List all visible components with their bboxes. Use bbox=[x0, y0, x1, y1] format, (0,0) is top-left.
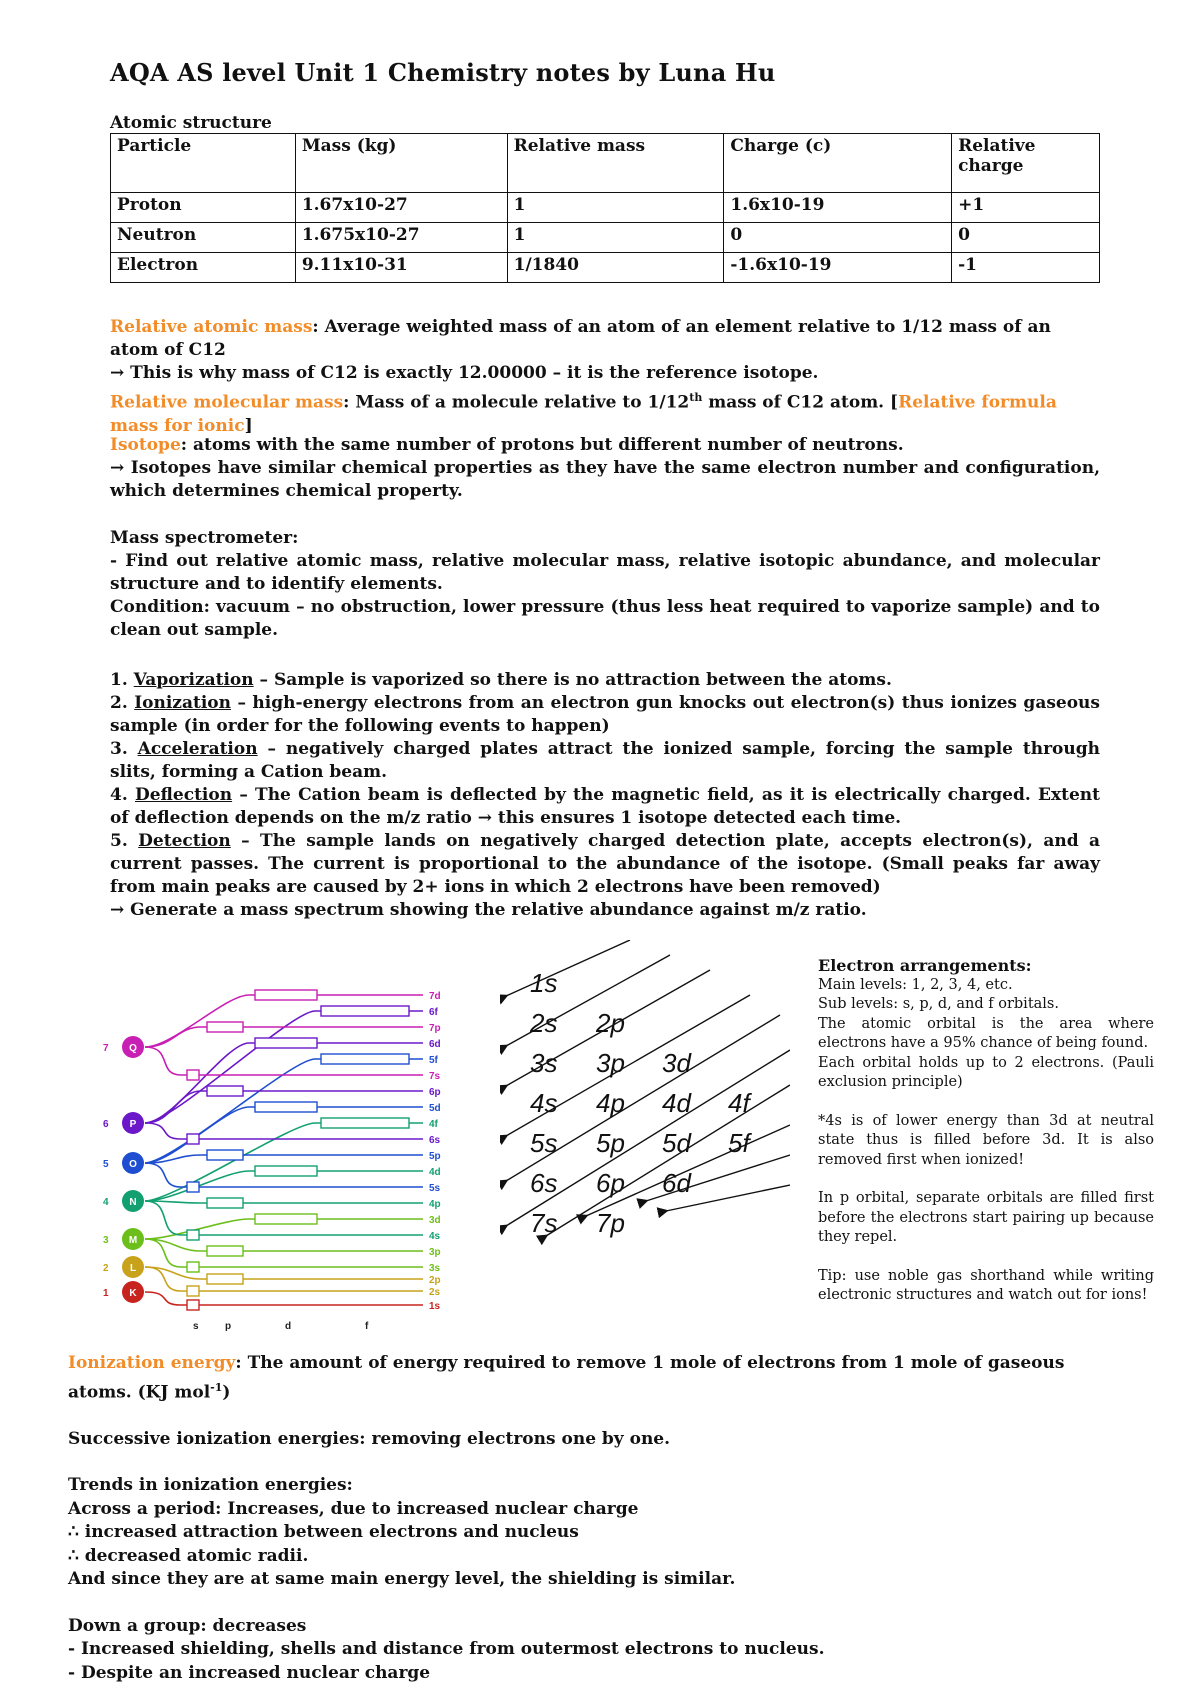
step-number: 5. bbox=[110, 831, 139, 851]
level-label: 2s bbox=[429, 1287, 441, 1298]
table-cell: 9.11x10-31 bbox=[295, 253, 507, 283]
axis-label: f bbox=[365, 1321, 369, 1332]
isotope-term: Isotope bbox=[110, 435, 181, 455]
shell-number: 2 bbox=[103, 1263, 109, 1274]
isotope-note: → Isotopes have similar chemical properties as they have the same electron number and configuration, which determines chemical property. bbox=[110, 458, 1100, 501]
orbital-label: 5d bbox=[662, 1128, 691, 1158]
orbital-box bbox=[321, 1054, 409, 1064]
step-name: Vaporization bbox=[133, 670, 254, 690]
level-connector bbox=[145, 1043, 249, 1123]
aufbau-svg bbox=[500, 940, 790, 1280]
step-number: 1. bbox=[110, 670, 134, 690]
orbital-box bbox=[207, 1246, 243, 1256]
group-trend: - Increased shielding, shells and distance from outermost electrons to nucleus. bbox=[68, 1639, 825, 1660]
level-connector bbox=[145, 1123, 181, 1139]
level-connector bbox=[145, 1239, 181, 1267]
rmm-definition-b: mass of C12 atom. [ bbox=[702, 392, 899, 413]
column-header: Particle bbox=[111, 134, 296, 193]
level-label: 4d bbox=[429, 1167, 441, 1178]
level-connector bbox=[145, 995, 249, 1047]
ram-term: Relative atomic mass bbox=[110, 317, 313, 337]
step-name: Deflection bbox=[134, 785, 233, 805]
period-trend: ∴ increased attraction between electrons and nucleus bbox=[68, 1522, 579, 1543]
orbital-box bbox=[207, 1198, 243, 1208]
orbital-label: 6d bbox=[662, 1168, 691, 1198]
orbital-label: 6p bbox=[596, 1168, 625, 1198]
page-title: AQA AS level Unit 1 Chemistry notes by Luna Hu bbox=[110, 58, 776, 87]
energy-level-diagram bbox=[95, 955, 490, 1335]
table-cell: 0 bbox=[724, 223, 952, 253]
orbital-box bbox=[207, 1022, 243, 1032]
step-acceleration bbox=[110, 738, 1100, 784]
step-detection bbox=[110, 830, 1100, 899]
rmm-definition: : Mass of a molecule relative to 1/12 bbox=[343, 392, 690, 413]
orbital-label: 5p bbox=[596, 1128, 625, 1158]
orbital-label: 4s bbox=[530, 1088, 558, 1118]
table-cell: 1/1840 bbox=[507, 253, 724, 283]
p-orbital-note: In p orbital, separate orbitals are filled first before the electrons start pairing up because they repel. bbox=[818, 1190, 1154, 1245]
mass-spec-condition: Condition: vacuum – no obstruction, lower pressure (thus less heat required to vaporize sample) and to clean out sample. bbox=[110, 597, 1100, 640]
orbital-box bbox=[255, 990, 317, 1000]
particle-table bbox=[110, 133, 1100, 283]
table-cell: 1 bbox=[507, 193, 724, 223]
level-label: 6f bbox=[429, 1007, 438, 1018]
shell-number: 4 bbox=[103, 1197, 109, 1208]
column-header: Charge (c) bbox=[724, 134, 952, 193]
table-cell: +1 bbox=[952, 193, 1100, 223]
level-label: 6p bbox=[429, 1087, 441, 1098]
level-label: 5p bbox=[429, 1151, 441, 1162]
step-name: Acceleration bbox=[137, 739, 258, 759]
orbital-label: 4p bbox=[596, 1088, 625, 1118]
table-cell: -1 bbox=[952, 253, 1100, 283]
electron-arrangements-heading: Electron arrangements: bbox=[818, 956, 1032, 975]
shell-number: 3 bbox=[103, 1235, 109, 1246]
level-label: 5f bbox=[429, 1055, 438, 1066]
orbital-label: 4d bbox=[662, 1088, 691, 1118]
table-cell: Electron bbox=[111, 253, 296, 283]
orbital-label: 5s bbox=[530, 1128, 558, 1158]
level-connector bbox=[145, 1267, 181, 1291]
column-header: Relative charge bbox=[952, 134, 1100, 193]
ionization-term: Ionization energy bbox=[68, 1353, 236, 1373]
level-connector bbox=[145, 1163, 181, 1187]
ionization-close: ) bbox=[222, 1382, 231, 1403]
orbital-label: 7p bbox=[596, 1208, 625, 1238]
shell-letter: N bbox=[129, 1197, 137, 1208]
atomic-structure-heading: Atomic structure bbox=[110, 113, 272, 133]
level-label: 3p bbox=[429, 1247, 441, 1258]
axis-label: p bbox=[225, 1321, 232, 1332]
orbital-box bbox=[187, 1182, 199, 1192]
orbital-label: 6s bbox=[530, 1168, 558, 1198]
period-trend: ∴ decreased atomic radii. bbox=[68, 1545, 309, 1566]
level-label: 4s bbox=[429, 1231, 441, 1242]
orbital-box bbox=[187, 1262, 199, 1272]
rmm-ionic: Relative formula mass for ionic bbox=[110, 392, 1057, 436]
axis-label: d bbox=[285, 1321, 292, 1332]
column-header: Mass (kg) bbox=[295, 134, 507, 193]
level-label: 7d bbox=[429, 991, 441, 1002]
mass-spec-heading: Mass spectrometer: bbox=[110, 528, 299, 548]
table-row bbox=[111, 253, 1100, 283]
level-label: 3s bbox=[429, 1263, 441, 1274]
orbital-box bbox=[255, 1166, 317, 1176]
step-number: 3. bbox=[110, 739, 138, 759]
shell-letter: Q bbox=[129, 1043, 137, 1054]
orbital-label: 2s bbox=[530, 1008, 558, 1038]
table-header-row bbox=[111, 134, 1100, 193]
period-trend: Across a period: Increases, due to increased nuclear charge bbox=[68, 1498, 639, 1519]
level-label: 5d bbox=[429, 1103, 441, 1114]
mass-spec-purpose: - Find out relative atomic mass, relative molecular mass, relative isotopic abundance, and molecular structure and to identify elements. bbox=[110, 551, 1100, 594]
shell-letter: P bbox=[129, 1119, 137, 1130]
step-ionization bbox=[110, 692, 1100, 738]
level-label: 2p bbox=[429, 1275, 441, 1286]
pauli-note: Each orbital holds up to 2 electrons. (Pauli exclusion principle) bbox=[818, 1054, 1154, 1090]
level-connector bbox=[145, 1047, 181, 1075]
orbital-definition: The atomic orbital is the area where electrons have a 95% chance of being found. bbox=[818, 1015, 1154, 1051]
orbital-box bbox=[187, 1070, 199, 1080]
shell-number: 5 bbox=[103, 1159, 109, 1170]
electron-arrangements-notes bbox=[818, 956, 1154, 1306]
rmm-sup: th bbox=[689, 391, 703, 404]
energy-level-svg bbox=[95, 955, 490, 1335]
isotope-definition: : atoms with the same number of protons but different number of neutrons. bbox=[180, 435, 904, 455]
trends-heading: Trends in ionization energies: bbox=[68, 1475, 353, 1496]
orbital-box bbox=[255, 1038, 317, 1048]
step-vaporization bbox=[110, 669, 1100, 692]
level-label: 1s bbox=[429, 1301, 441, 1312]
rmm-term: Relative molecular mass bbox=[110, 392, 344, 413]
step-number: 4. bbox=[110, 785, 135, 805]
orbital-box bbox=[207, 1274, 243, 1284]
orbital-label: 7s bbox=[530, 1208, 558, 1238]
table-row bbox=[111, 193, 1100, 223]
step-number: 2. bbox=[110, 693, 135, 713]
ionization-definition: : The amount of energy required to remove 1 mole of electrons from 1 mole of gaseous atoms. (KJ mol bbox=[68, 1353, 1065, 1403]
axis-label: s bbox=[193, 1321, 199, 1332]
level-connector bbox=[145, 1292, 181, 1305]
mass-spectrum-result: → Generate a mass spectrum showing the relative abundance against m/z ratio. bbox=[110, 900, 867, 920]
orbital-label: 4f bbox=[728, 1088, 750, 1118]
ram-definition: : Average weighted mass of an atom of an element relative to 1/12 mass of an atom of C12 bbox=[110, 317, 1051, 360]
shell-number: 1 bbox=[103, 1288, 109, 1299]
orbital-label: 1s bbox=[530, 968, 558, 998]
orbital-label: 5f bbox=[728, 1128, 750, 1158]
mass-spectrometer-section bbox=[110, 527, 1100, 642]
shell-number: 7 bbox=[103, 1043, 109, 1054]
level-connector bbox=[145, 1123, 315, 1201]
successive-ionization: Successive ionization energies: removing electrons one by one. bbox=[68, 1428, 671, 1449]
tip-note: Tip: use noble gas shorthand while writing electronic structures and watch out for ions! bbox=[818, 1267, 1154, 1303]
isotope-section bbox=[110, 434, 1100, 503]
orbital-box bbox=[207, 1086, 243, 1096]
group-trend: - Despite an increased nuclear charge bbox=[68, 1662, 431, 1683]
ionization-sup: -1 bbox=[210, 1380, 223, 1394]
level-label: 6s bbox=[429, 1135, 441, 1146]
table-row bbox=[111, 223, 1100, 253]
orbital-box bbox=[187, 1286, 199, 1296]
table-cell: 1 bbox=[507, 223, 724, 253]
period-trend: And since they are at same main energy level, the shielding is similar. bbox=[68, 1569, 736, 1590]
shell-number: 6 bbox=[103, 1119, 109, 1130]
orbital-label: 3s bbox=[530, 1048, 558, 1078]
relative-atomic-mass bbox=[110, 316, 1100, 385]
table-cell: 1.67x10-27 bbox=[295, 193, 507, 223]
aufbau-diagram bbox=[500, 940, 790, 1280]
group-trend: Down a group: decreases bbox=[68, 1615, 307, 1636]
table-cell: 1.6x10-19 bbox=[724, 193, 952, 223]
relative-molecular-mass bbox=[110, 386, 1100, 438]
step-text: – high-energy electrons from an electron gun knocks out electron(s) thus ionizes gaseous sample (in order for the following events to happen) bbox=[110, 693, 1100, 736]
table-cell: -1.6x10-19 bbox=[724, 253, 952, 283]
ionization-energy-section bbox=[68, 1352, 1128, 1685]
orbital-box bbox=[187, 1134, 199, 1144]
orbital-box bbox=[187, 1300, 199, 1310]
table-cell: Proton bbox=[111, 193, 296, 223]
step-text: – The Cation beam is deflected by the magnetic field, as it is electrically charged. Extent of deflection depends on the m/z ratio → this ensures 1 isotope detected each time. bbox=[110, 785, 1101, 828]
atomic-structure-section bbox=[110, 113, 1100, 283]
shell-letter: O bbox=[129, 1159, 137, 1170]
shell-letter: M bbox=[128, 1235, 138, 1246]
level-label: 7s bbox=[429, 1071, 441, 1082]
orbital-box bbox=[321, 1006, 409, 1016]
shell-letter: K bbox=[129, 1288, 137, 1299]
main-levels: Main levels: 1, 2, 3, 4, etc. bbox=[818, 976, 1013, 993]
level-label: 5s bbox=[429, 1183, 441, 1194]
note-4s: *4s is of lower energy than 3d at neutral state thus is filled before 3d. It is also removed first when ionized! bbox=[818, 1112, 1154, 1168]
orbital-label: 2p bbox=[596, 1008, 625, 1038]
orbital-box bbox=[207, 1150, 243, 1160]
orbital-box bbox=[187, 1230, 199, 1240]
orbital-label: 3p bbox=[596, 1048, 625, 1078]
orbital-box bbox=[255, 1214, 317, 1224]
step-name: Detection bbox=[138, 831, 231, 851]
level-label: 4p bbox=[429, 1199, 441, 1210]
step-name: Ionization bbox=[134, 693, 231, 713]
table-cell: 1.675x10-27 bbox=[295, 223, 507, 253]
sub-levels: Sub levels: s, p, d, and f orbitals. bbox=[818, 996, 1059, 1012]
level-label: 3d bbox=[429, 1215, 441, 1226]
ram-note: → This is why mass of C12 is exactly 12.00000 – it is the reference isotope. bbox=[110, 363, 819, 383]
rmm-close: ] bbox=[244, 415, 253, 436]
level-connector bbox=[145, 1201, 181, 1235]
step-text: – Sample is vaporized so there is no attraction between the atoms. bbox=[253, 670, 892, 690]
table-cell: 0 bbox=[952, 223, 1100, 253]
step-deflection bbox=[110, 784, 1100, 830]
mass-spec-steps bbox=[110, 669, 1100, 922]
step-text: – negatively charged plates attract the ionized sample, forcing the sample through slits, forming a Cation beam. bbox=[110, 739, 1100, 782]
level-label: 6d bbox=[429, 1039, 441, 1050]
column-header: Relative mass bbox=[507, 134, 724, 193]
step-text: – The sample lands on negatively charged detection plate, accepts electron(s), and a current passes. The current is proportional to the abundance of the isotope. (Small peaks far away from main peaks are caused by 2+ ions in which 2 electrons have been removed) bbox=[110, 831, 1100, 897]
orbital-box bbox=[255, 1102, 317, 1112]
level-label: 4f bbox=[429, 1119, 438, 1130]
orbital-box bbox=[321, 1118, 409, 1128]
level-label: 7p bbox=[429, 1023, 441, 1034]
table-cell: Neutron bbox=[111, 223, 296, 253]
orbital-label: 3d bbox=[662, 1048, 691, 1078]
shell-letter: L bbox=[129, 1263, 137, 1274]
